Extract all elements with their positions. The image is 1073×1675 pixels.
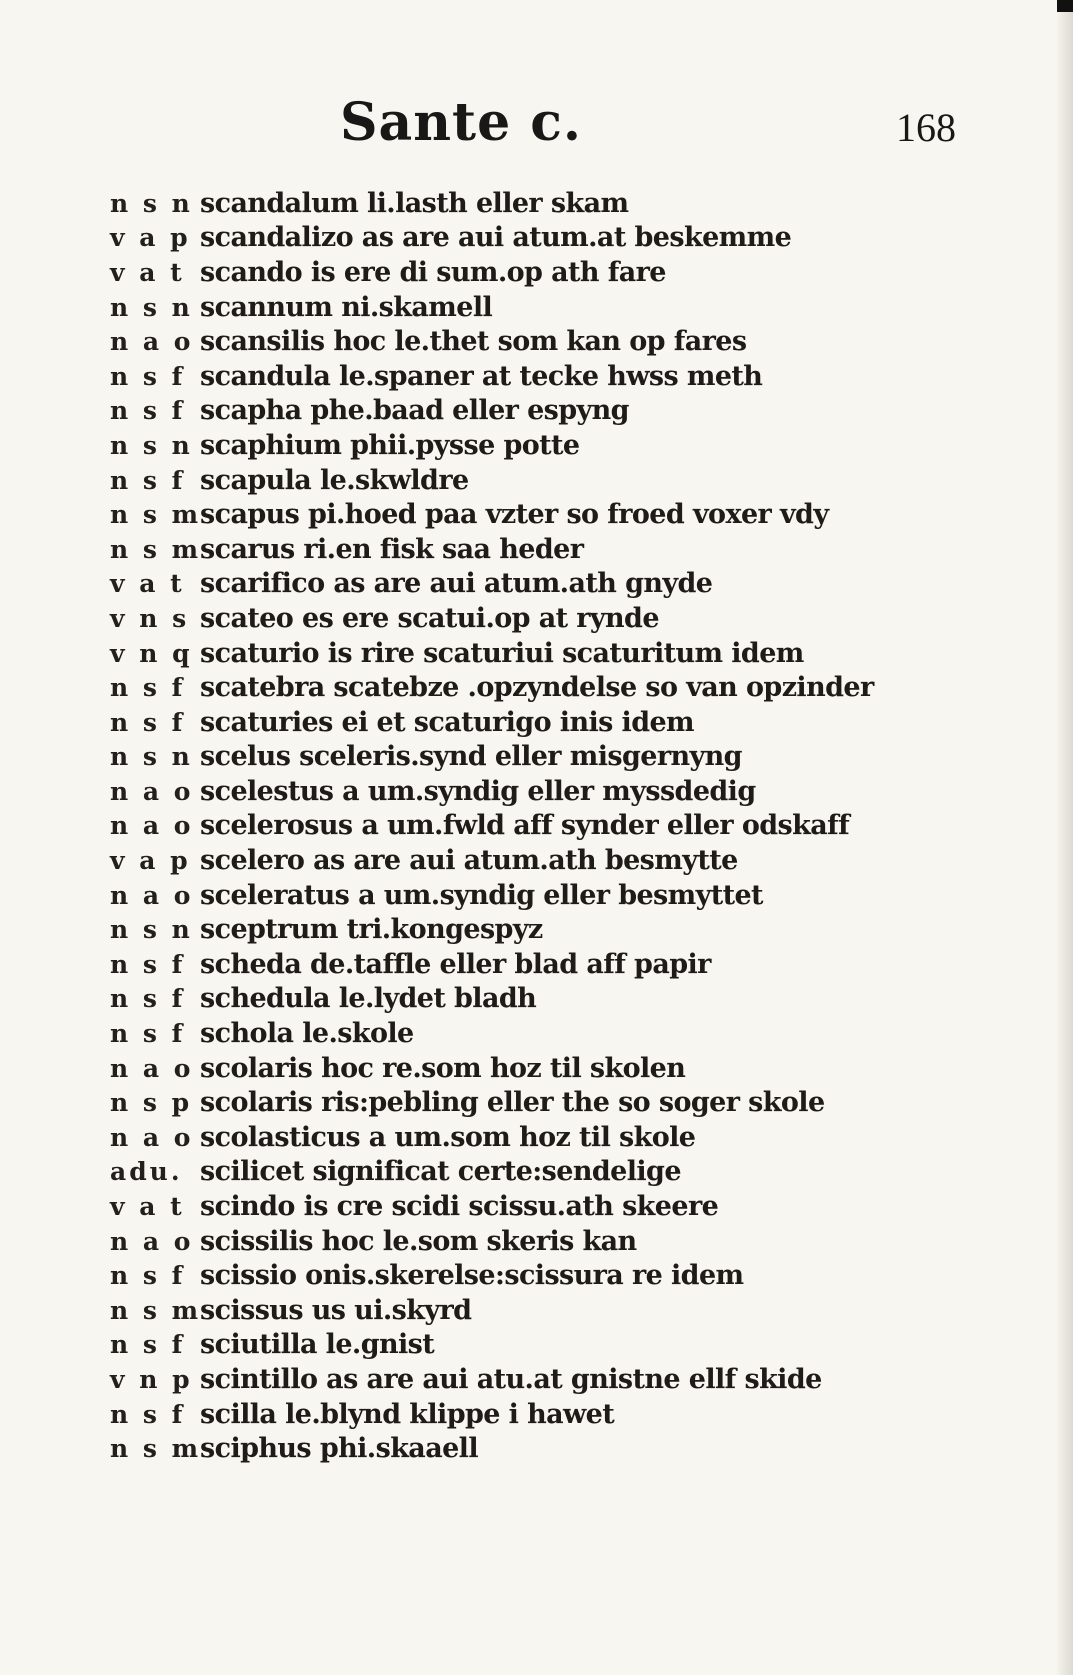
dictionary-entry [110, 1120, 950, 1155]
dictionary-entry [110, 1397, 950, 1432]
grammar-code: n s f [110, 1399, 186, 1429]
grammar-code: n s m [110, 1295, 202, 1325]
grammar-code: v a p [110, 223, 191, 253]
grammar-code: n s p [110, 1088, 193, 1118]
entry-text: sceleratus a um.syndig eller besmyttet [200, 879, 763, 911]
grammar-code: n a o [110, 880, 194, 910]
grammar-code: n s f [110, 361, 186, 391]
dictionary-entry [110, 1258, 950, 1293]
dictionary-entry [110, 1431, 950, 1466]
page-number: 168 [896, 105, 956, 150]
dictionary-entry [110, 255, 950, 290]
entry-text: schola le.skole [200, 1018, 414, 1050]
entry-text: scaturies ei et scaturigo inis idem [200, 706, 695, 738]
entry-text: scilicet significat certe:sendelige [200, 1156, 681, 1188]
dictionary-entry [110, 740, 950, 775]
entry-text: scissilis hoc le.som skeris kan [200, 1225, 637, 1257]
dictionary-entry [110, 636, 950, 671]
grammar-code: n s n [110, 292, 193, 322]
grammar-code: v n q [110, 638, 193, 668]
dictionary-entry [110, 1155, 950, 1190]
grammar-code: n a o [110, 811, 194, 841]
entry-text: scando is ere di sum.op ath fare [200, 256, 666, 288]
dictionary-entry [110, 463, 950, 498]
entry-text: scintillo as are aui atu.at gnistne ellf skide [200, 1363, 822, 1395]
grammar-code: v a t [110, 569, 185, 599]
entry-text: scarus ri.en fisk saa heder [200, 533, 584, 565]
grammar-code: v a t [110, 257, 185, 287]
grammar-code: n s m [110, 1434, 202, 1464]
grammar-code: v n p [110, 1364, 193, 1394]
dictionary-entry [110, 1293, 950, 1328]
dictionary-entry [110, 324, 950, 359]
entry-text: scelestus a um.syndig eller myssdedig [200, 775, 756, 807]
dictionary-entry [110, 1051, 950, 1086]
entry-text: scarifico as are aui atum.ath gnyde [200, 568, 713, 600]
entry-text: scapus pi.hoed paa vzter so froed voxer vdy [200, 499, 829, 531]
dictionary-entry [110, 670, 950, 705]
entry-text: scolaris hoc re.som hoz til skolen [200, 1052, 686, 1084]
grammar-code: n s m [110, 534, 202, 564]
entry-text: sceptrum tri.kongespyz [200, 914, 543, 946]
dictionary-entry [110, 947, 950, 982]
grammar-code: n a o [110, 1122, 194, 1152]
grammar-code: adu. [110, 1157, 183, 1187]
dictionary-entry [110, 774, 950, 809]
entry-text: schedula le.lydet bladh [200, 983, 537, 1015]
entry-text: scannum ni.skamell [200, 291, 493, 323]
grammar-code: n s f [110, 465, 186, 495]
grammar-code: n a o [110, 1053, 194, 1083]
dictionary-entry [110, 705, 950, 740]
grammar-code: n s n [110, 430, 193, 460]
grammar-code: n s f [110, 673, 186, 703]
entry-text: scissus us ui.skyrd [200, 1294, 472, 1326]
grammar-code: v n s [110, 603, 190, 633]
dictionary-entry [110, 843, 950, 878]
entry-text: sciutilla le.gnist [200, 1329, 435, 1361]
dictionary-entries [110, 186, 950, 1466]
grammar-code: n s f [110, 1261, 186, 1291]
grammar-code: n s f [110, 707, 186, 737]
grammar-code: n s n [110, 742, 193, 772]
page-heading: Sante c. [340, 92, 583, 153]
grammar-code: v a p [110, 846, 191, 876]
dictionary-entry [110, 221, 950, 256]
grammar-code: n s f [110, 984, 186, 1014]
entry-text: scaphium phii.pysse potte [200, 429, 580, 461]
entry-text: scaturio is rire scaturiui scaturitum idem [200, 637, 804, 669]
grammar-code: n a o [110, 776, 194, 806]
entry-text: scandalum li.lasth eller skam [200, 187, 629, 219]
entry-text: sciphus phi.skaaell [200, 1433, 478, 1465]
dictionary-entry [110, 1189, 950, 1224]
grammar-code: n a o [110, 1226, 194, 1256]
grammar-code: n s f [110, 949, 186, 979]
dictionary-entry [110, 1085, 950, 1120]
dictionary-entry [110, 359, 950, 394]
entry-text: scissio onis.skerelse:scissura re idem [200, 1260, 744, 1292]
grammar-code: n s m [110, 500, 202, 530]
dictionary-entry [110, 290, 950, 325]
entry-text: scheda de.taffle eller blad aff papir [200, 948, 711, 980]
dictionary-entry [110, 394, 950, 429]
grammar-code: n s f [110, 396, 186, 426]
dictionary-entry [110, 1362, 950, 1397]
grammar-code: n a o [110, 327, 194, 357]
dictionary-entry [110, 1016, 950, 1051]
entry-text: scilla le.blynd klippe i hawet [200, 1398, 615, 1430]
entry-text: scandula le.spaner at tecke hwss meth [200, 360, 763, 392]
entry-text: scansilis hoc le.thet som kan op fares [200, 326, 747, 358]
dictionary-entry [110, 1224, 950, 1259]
scan-corner-mark [1057, 0, 1073, 12]
entry-text: scapula le.skwldre [200, 464, 469, 496]
dictionary-entry [110, 809, 950, 844]
entry-text: scelero as are aui atum.ath besmytte [200, 845, 738, 877]
entry-text: scindo is cre scidi scissu.ath skeere [200, 1191, 719, 1223]
grammar-code: v a t [110, 1192, 185, 1222]
entry-text: scatebra scatebze .opzyndelse so van opzinder [200, 672, 874, 704]
grammar-code: n s n [110, 915, 193, 945]
grammar-code: n s n [110, 188, 193, 218]
entry-text: scolasticus a um.som hoz til skole [200, 1121, 696, 1153]
entry-text: scapha phe.baad eller espyng [200, 395, 629, 427]
dictionary-entry [110, 532, 950, 567]
dictionary-entry [110, 567, 950, 602]
dictionary-entry [110, 601, 950, 636]
dictionary-entry [110, 186, 950, 221]
dictionary-entry [110, 982, 950, 1017]
entry-text: scelerosus a um.fwld aff synder eller odskaff [200, 810, 850, 842]
entry-text: scateo es ere scatui.op at rynde [200, 602, 659, 634]
dictionary-entry [110, 428, 950, 463]
entry-text: scelus sceleris.synd eller misgernyng [200, 741, 742, 773]
dictionary-entry [110, 497, 950, 532]
grammar-code: n s f [110, 1019, 186, 1049]
dictionary-entry [110, 1328, 950, 1363]
dictionary-entry [110, 878, 950, 913]
grammar-code: n s f [110, 1330, 186, 1360]
dictionary-entry [110, 912, 950, 947]
entry-text: scolaris ris:pebling eller the so soger skole [200, 1087, 825, 1119]
entry-text: scandalizo as are aui atum.at beskemme [200, 222, 792, 254]
page-edge-shadow [1057, 0, 1073, 1675]
